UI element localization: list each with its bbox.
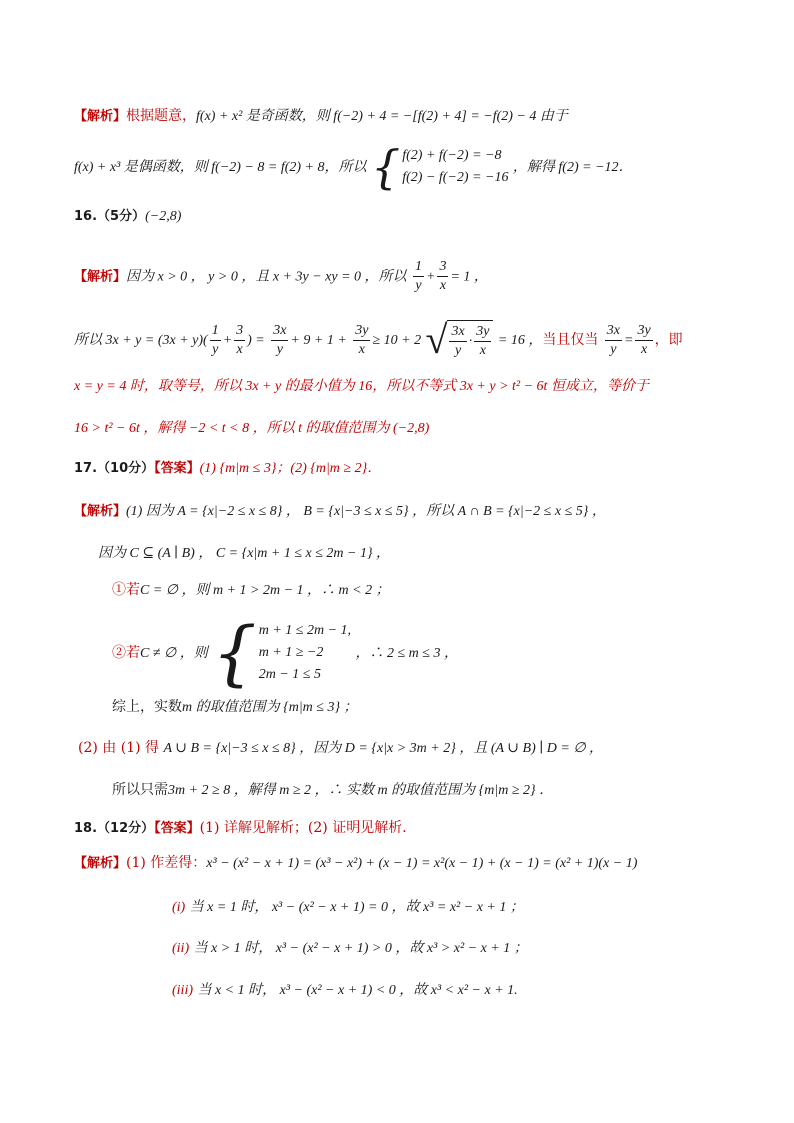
p17-line-2 [98,543,390,564]
p17-number: 17.（10分） [74,461,155,476]
p18-heading [74,818,416,839]
p18-case-iii-text: 当 x < 1 时， x³ − (x² − x + 1) < 0 ，故 x³ < x² − x + 1. [197,983,518,998]
p18-case-i: (i) 当 x = 1 时， x³ − (x² − x + 1) = 0 ，故 x³ = x² − x + 1 ； [172,900,524,915]
p17-line-7: 所以只需3m + 2 ≥ 8 ，解得 m ≥ 2 ，∴ 实数 m 的取值范围为 {m|m ≥ 2} ． [112,782,554,798]
p16-line-4 [74,418,429,439]
p17-conclusion-1: m 的取值范围为 {m|m ≤ 3} ； [182,700,358,715]
p15-system: { f(2) + f(−2) = −8 f(2) − f(−2) = −16 [370,140,509,194]
p17-text-2: 因为 C ⊆ (A ∣ B) ， C = {x|m + 1 ≤ x ≤ 2m − 1} ， [98,546,391,561]
p17-line-3: ①若C = ∅ ，则 m + 1 > 2m − 1 ，∴ m < 2 ； [112,582,390,598]
p16-text-3: x = y = 4 时，取等号，所以 3x + y 的最小值为 16，所以不等式 3x + y > t² − 6t 恒成立，等价于 [74,379,649,394]
p15-math: f(x) + x² 是奇函数，则 f(−2) + 4 = −[f(2) + 4] = −f(2) − 4 由于 [196,109,568,124]
p18-number: 18.（12分） [74,821,155,836]
answer-tag: 【答案】 [154,821,200,836]
p15-system-row-2: f(2) − f(−2) = −16 [402,170,509,185]
p17-case-1: C = ∅ ，则 m + 1 > 2m − 1 ，∴ m < 2 ； [140,583,390,598]
answer-tag: 【答案】 [154,461,200,476]
fraction-1-over-y: $\frac{1}{y}$ [415,259,422,293]
p17-system-row-1: m + 1 ≤ 2m − 1, [258,623,352,638]
p15-line-2 [74,140,633,194]
p18-answer: (1) 详解见解析；(2) 证明见解析． [199,820,417,836]
p17-line-1 [74,501,606,522]
p17-heading [74,458,381,479]
analysis-tag: 【解析】 [74,504,127,519]
p16-line-3 [74,376,649,397]
p17-case-2-result: ，∴ 2 ≤ m ≤ 3 ， [355,646,458,661]
p17-line-4: ②若C ≠ ∅ ，则 { m + 1 ≤ 2m − 1, m + 1 ≥ −2 2m − 1 ≤ 5 ，∴ 2 ≤ m ≤ 3 ， [112,612,458,694]
p17-line-5: 综上，实数m 的取值范围为 {m|m ≤ 3} ； [112,699,358,715]
p16-heading [74,206,181,227]
sqrt-expression: √ $\frac{3x}{y}$ · $\frac{3y}{x}$ [426,320,494,360]
p15-system-row-1: f(2) + f(−2) = −8 [402,148,502,163]
p16-number: 16.（5分） [74,209,146,224]
analysis-tag: 【解析】 [74,269,127,285]
p18-case-i-text: 当 x = 1 时， x³ − (x² − x + 1) = 0 ，故 x³ = x² − x + 1 ； [189,900,524,915]
p18-difference: x³ − (x² − x + 1) = (x³ − x²) + (x − 1) = x²(x − 1) + (x − 1) = (x² + 1)(x − 1) [206,856,638,871]
p16-text-1: 因为 x > 0 ， y > 0 ，且 x + 3y − xy = 0 ，所以 [126,269,407,285]
analysis-tag: 【解析】 [74,109,127,124]
p16-line-2: 所以 3x + y = (3x + y)( $\frac{1}{y}$ + $\frac{3}{x}$ ) = $\frac{3x}{y}$ + 9 + 1 + $\frac{3y}{x}$ ≥ 10 + 2 √ $\frac{3x}{y}$ · $\frac{3y}{x}$ = 16 ，当且仅当 $\frac{3x}{y}$ = $\frac{3y}{x}$ ，即 [74,317,683,362]
fraction-3-over-x: $\frac{3}{x}$ [439,259,447,293]
p17-conclusion-2: 3m + 2 ≥ 8 ，解得 m ≥ 2 ，∴ 实数 m 的取值范围为 {m|m ≥ 2} ． [168,783,554,798]
p18-case-ii: (ii) 当 x > 1 时， x³ − (x² − x + 1) > 0 ，故 x³ > x² − x + 1 ； [172,941,528,956]
p15-result: ，解得 f(2) = −12． [512,160,633,175]
p18-case-iii: (iii) 当 x < 1 时， x³ − (x² − x + 1) < 0 ，故 x³ < x² − x + 1. [172,983,518,998]
p16-line-1: 【解析】因为 x > 0 ， y > 0 ，且 x + 3y − xy = 0 ，所以 $\frac{1}{y}$ + $\frac{3}{x}$ = 1 ， [74,259,488,293]
p17-system: { m + 1 ≤ 2m − 1, m + 1 ≥ −2 2m − 1 ≤ 5 [212,612,352,694]
p17-answer: (1) {m|m ≤ 3}；(2) {m|m ≥ 2}． [199,461,382,476]
p17-line-6: (2) 由 (1) 得 A ∪ B = {x|−3 ≤ x ≤ 8} ，因为 D = {x|x > 3m + 2} ，且 (A ∪ B) ∣ D = ∅ ， [78,740,604,756]
p17-text-6: A ∪ B = {x|−3 ≤ x ≤ 8} ，因为 D = {x|x > 3m + 2} ，且 (A ∪ B) ∣ D = ∅ ， [163,741,604,756]
p17-system-row-3: 2m − 1 ≤ 5 [258,667,321,682]
p18-line-1: 【解析】(1) 作差得：x³ − (x² − x + 1) = (x³ − x²) + (x − 1) = x²(x − 1) + (x − 1) = (x² + 1)(x − 1) [74,855,638,871]
p16-text-4: 16 > t² − 6t ，解得 −2 < t < 8 ，所以 t 的取值范围为 (−2,8) [74,421,430,436]
p18-case-ii-text: 当 x > 1 时， x³ − (x² − x + 1) > 0 ，故 x³ > x² − x + 1 ； [193,941,528,956]
p16-answer: (−2,8) [145,209,182,224]
p15-math-2: f(x) + x³ 是偶函数，则 f(−2) − 8 = f(2) + 8，所以 [74,160,367,175]
p17-text-1: (1) 因为 A = {x|−2 ≤ x ≤ 8} ， B = {x|−3 ≤ x ≤ 5} ，所以 A ∩ B = {x|−2 ≤ x ≤ 5} ， [126,504,606,519]
p17-system-row-2: m + 1 ≥ −2 [258,645,324,660]
p15-line-1 [74,106,568,127]
analysis-tag: 【解析】 [74,856,127,871]
p15-text: 根据题意， [126,108,197,124]
